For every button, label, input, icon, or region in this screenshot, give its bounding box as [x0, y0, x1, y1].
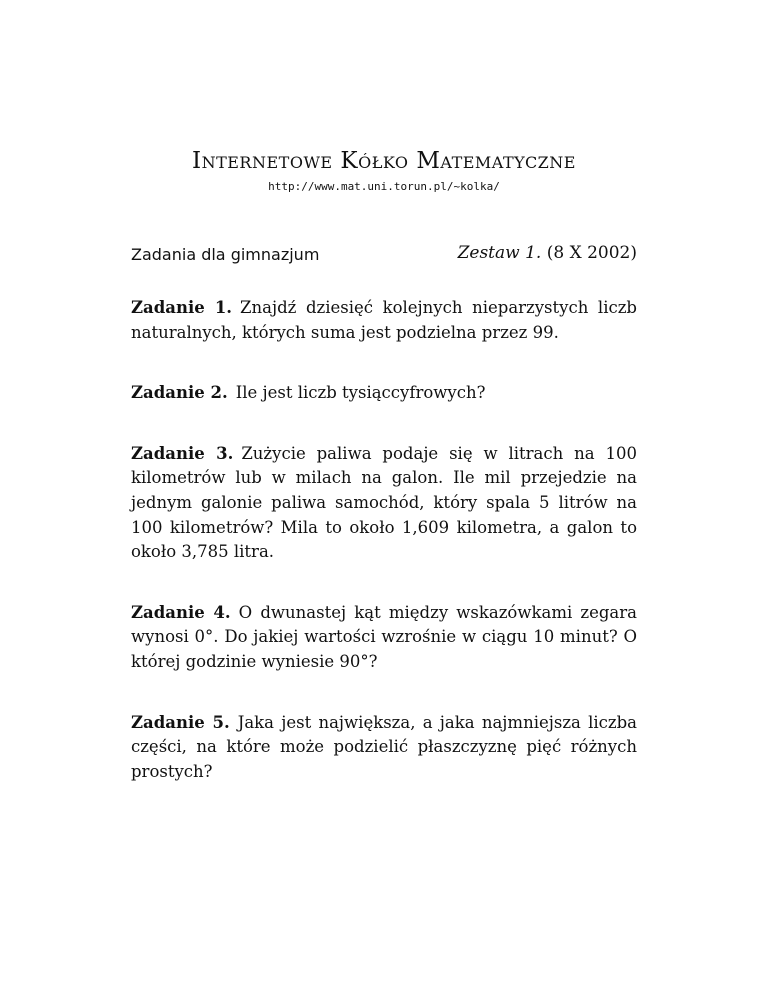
problem-label: Zadanie 1.: [131, 298, 233, 317]
set-info: [458, 242, 637, 264]
page-title: Internetowe Kółko Matematyczne: [192, 148, 576, 174]
problem-1: [131, 296, 637, 345]
website-url: http://www.mat.uni.torun.pl/~kolka/: [268, 180, 500, 193]
level-label: Zadania dla gimnazjum: [131, 245, 320, 264]
problem-label: Zadanie 5.: [131, 712, 230, 732]
problem-label: Zadanie 2.: [131, 383, 228, 403]
problem-text: Jaka jest największa, a jaka najmniejsza liczba części, na które może podzielić płaszczyznę pięć różnych prostych?: [131, 712, 637, 781]
problem-5: [131, 711, 637, 785]
problem-text: Znajdź dziesięć kolejnych nieparzystych liczb naturalnych, których suma jest podzielna przez 99.: [131, 298, 637, 342]
problem-list: [131, 296, 637, 820]
problem-label: Zadanie 3.: [131, 443, 234, 463]
problem-text: O dwunastej kąt między wskazówkami zegara wynosi 0°. Do jakiej wartości wzrośnie w ciągu 10 minut? O której godzinie wyniesie 90°?: [131, 602, 637, 671]
set-date: (8 X 2002): [546, 243, 637, 263]
set-label: Zestaw 1.: [457, 243, 542, 263]
problem-text: Zużycie paliwa podaje się w litrach na 100 kilometrów lub w milach na galon. Ile mil przejedzie na jednym galonie paliwa samochód, który spala 5 litrów na 100 kilometrów? Mila to około 1,609 kilometra, a galon to około 3,785 litra.: [131, 443, 637, 562]
problem-3: [131, 442, 637, 565]
problem-label: Zadanie 4.: [131, 602, 231, 622]
problem-text: Ile jest liczb tysiąccyfrowych?: [235, 383, 486, 403]
problem-2: [131, 381, 637, 406]
problem-4: [131, 601, 637, 675]
